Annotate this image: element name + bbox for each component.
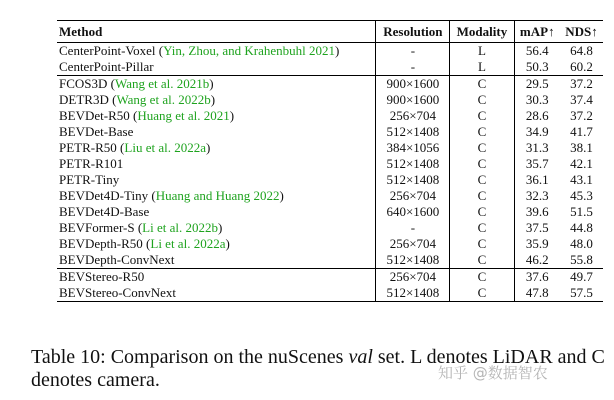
cell-resolution: 512×1408 xyxy=(376,285,450,302)
method-name: BEVDet4D-Base xyxy=(59,204,150,219)
table-row xyxy=(57,140,603,156)
cell-nds: 37.2 xyxy=(560,76,603,93)
cell-method: FCOS3D (Wang et al. 2021b) xyxy=(57,76,376,93)
cell-map: 39.6 xyxy=(514,204,560,220)
header-map: mAP↑ xyxy=(514,21,560,43)
cell-method xyxy=(57,285,376,302)
cell-method: DETR3D (Wang et al. 2022b) xyxy=(59,92,216,107)
method-name: CenterPoint-Pillar xyxy=(59,59,154,74)
cell-modality: L xyxy=(477,59,486,74)
cell-modality: C xyxy=(477,172,487,187)
cell-modality: L xyxy=(477,43,486,58)
cell-map: 46.2 xyxy=(514,252,560,269)
cell-method xyxy=(57,269,376,286)
cell-map: 50.3 xyxy=(514,59,560,76)
method-name: BEVDepth-R50 xyxy=(59,236,143,251)
method-name: PETR-R50 xyxy=(59,140,117,155)
cell-method xyxy=(57,124,376,140)
cell-resolution: 512×1408 xyxy=(376,172,450,188)
citation-link[interactable]: Li et al. 2022a xyxy=(150,236,226,251)
cell-map: 32.3 xyxy=(514,188,560,204)
citation-link[interactable]: Huang and Huang 2022 xyxy=(155,188,280,203)
table-group xyxy=(57,76,603,269)
watermark: 知乎 @数据智农 xyxy=(438,364,548,382)
cell-resolution: - xyxy=(376,220,450,236)
citation-link[interactable]: Li et al. 2022b xyxy=(142,220,218,235)
citation-link[interactable]: Wang et al. 2021b xyxy=(115,76,210,91)
cell-resolution: 900×1600 xyxy=(376,76,450,93)
method-name: BEVFormer-S xyxy=(59,220,135,235)
cell-nds: 37.2 xyxy=(570,108,593,123)
cell-resolution: 900×1600 xyxy=(376,92,450,108)
method-name: CenterPoint-Voxel xyxy=(59,43,156,58)
cell-modality: C xyxy=(477,108,487,123)
cell-method: BEVFormer-S (Li et al. 2022b) xyxy=(59,220,223,235)
cell-modality: C xyxy=(477,220,487,235)
cell-method xyxy=(57,59,376,76)
cell-resolution: 256×704 xyxy=(376,236,450,252)
cell-nds: 60.2 xyxy=(570,59,593,74)
cell-method: CenterPoint-Voxel (Yin, Zhou, and Krahenbuhl 2021) xyxy=(59,43,340,58)
caption-suffix: set. L denotes LiDAR and C denotes camera. xyxy=(31,346,605,391)
caption-prefix: Table 10: Comparison on the nuScenes xyxy=(31,346,349,368)
table-row xyxy=(57,156,603,172)
cell-method xyxy=(57,156,376,172)
header-modality: Modality xyxy=(450,21,514,43)
cell-modality: C xyxy=(477,252,487,267)
cell-modality: C xyxy=(450,285,514,302)
table-row xyxy=(57,188,603,204)
method-name: BEVDet-R50 xyxy=(59,108,130,123)
cell-modality: C xyxy=(477,204,487,219)
cell-method: BEVDet-R50 (Huang et al. 2021) xyxy=(59,108,235,123)
table-group xyxy=(57,269,603,302)
cell-resolution: 640×1600 xyxy=(376,204,450,220)
header-method: Method xyxy=(57,21,376,43)
cell-modality: C xyxy=(477,140,487,155)
table-row xyxy=(57,43,603,60)
cell-map: 31.3 xyxy=(514,140,560,156)
cell-method: BEVDepth-R50 (Li et al. 2022a) xyxy=(59,236,230,251)
table-row xyxy=(57,124,603,140)
method-name: BEVDet4D-Tiny xyxy=(59,188,149,203)
cell-map: 47.8 xyxy=(514,285,560,302)
table-row xyxy=(57,269,603,286)
table-row xyxy=(57,59,603,76)
header-resolution: Resolution xyxy=(376,21,450,43)
cell-modality: C xyxy=(450,269,514,286)
cell-nds: 55.8 xyxy=(570,252,593,267)
cell-nds: 43.1 xyxy=(570,172,593,187)
table-row xyxy=(57,285,603,302)
cell-map: 37.5 xyxy=(514,220,560,236)
table-row xyxy=(57,108,603,124)
cell-map: 56.4 xyxy=(514,43,560,60)
cell-method: BEVDet4D-Tiny (Huang and Huang 2022) xyxy=(59,188,284,203)
cell-method xyxy=(57,204,376,220)
cell-map: 29.5 xyxy=(514,76,560,93)
cell-method: PETR-R50 (Liu et al. 2022a) xyxy=(59,140,211,155)
cell-nds: 38.1 xyxy=(570,140,593,155)
method-name: PETR-Tiny xyxy=(59,172,120,187)
cell-nds: 64.8 xyxy=(570,43,593,58)
citation-link[interactable]: Wang et al. 2022b xyxy=(116,92,211,107)
cell-map: 36.1 xyxy=(514,172,560,188)
cell-resolution: - xyxy=(376,43,450,60)
cell-map: 28.6 xyxy=(514,108,560,124)
method-name: BEVDet-Base xyxy=(59,124,134,139)
cell-modality: C xyxy=(477,124,487,139)
method-name: PETR-R101 xyxy=(59,156,124,171)
cell-resolution: 512×1408 xyxy=(376,252,450,269)
cell-modality: C xyxy=(477,236,487,251)
method-name: FCOS3D xyxy=(59,76,108,91)
method-name: BEVStereo-ConvNext xyxy=(59,285,176,300)
table-row xyxy=(57,76,603,93)
caption-italic: val xyxy=(348,346,373,368)
table-row xyxy=(57,92,603,108)
method-name: BEVDepth-ConvNext xyxy=(59,252,175,267)
cell-map: 37.6 xyxy=(514,269,560,286)
cell-resolution: 256×704 xyxy=(376,269,450,286)
cell-nds: 37.4 xyxy=(570,92,593,107)
cell-map: 34.9 xyxy=(514,124,560,140)
cell-nds: 41.7 xyxy=(570,124,593,139)
cell-resolution: - xyxy=(376,59,450,76)
cell-modality: C xyxy=(450,76,514,93)
citation-link[interactable]: Yin, Zhou, and Krahenbuhl 2021 xyxy=(163,43,335,58)
cell-map: 35.9 xyxy=(514,236,560,252)
table-row xyxy=(57,204,603,220)
cell-method xyxy=(57,172,376,188)
cell-map: 30.3 xyxy=(514,92,560,108)
cell-map: 35.7 xyxy=(514,156,560,172)
table-header-row xyxy=(57,21,603,43)
cell-resolution: 512×1408 xyxy=(376,124,450,140)
citation-link[interactable]: Liu et al. 2022a xyxy=(124,140,206,155)
cell-resolution: 512×1408 xyxy=(376,156,450,172)
cell-resolution: 384×1056 xyxy=(376,140,450,156)
cell-nds: 44.8 xyxy=(570,220,593,235)
table-row xyxy=(57,172,603,188)
cell-modality: C xyxy=(477,92,487,107)
method-name: DETR3D xyxy=(59,92,109,107)
cell-nds: 48.0 xyxy=(570,236,593,251)
table-row xyxy=(57,252,603,269)
cell-nds: 49.7 xyxy=(560,269,603,286)
method-name: BEVStereo-R50 xyxy=(59,269,145,284)
results-table xyxy=(57,20,603,302)
cell-nds: 57.5 xyxy=(560,285,603,302)
table-row xyxy=(57,220,603,236)
cell-nds: 51.5 xyxy=(570,204,593,219)
table-row xyxy=(57,236,603,252)
citation-link[interactable]: Huang et al. 2021 xyxy=(137,108,230,123)
cell-resolution: 256×704 xyxy=(376,108,450,124)
header-nds: NDS↑ xyxy=(560,21,603,43)
cell-nds: 42.1 xyxy=(570,156,593,171)
cell-method xyxy=(57,252,376,269)
table-group xyxy=(57,43,603,76)
cell-modality: C xyxy=(477,188,487,203)
cell-nds: 45.3 xyxy=(570,188,593,203)
cell-modality: C xyxy=(477,156,487,171)
cell-resolution: 256×704 xyxy=(376,188,450,204)
